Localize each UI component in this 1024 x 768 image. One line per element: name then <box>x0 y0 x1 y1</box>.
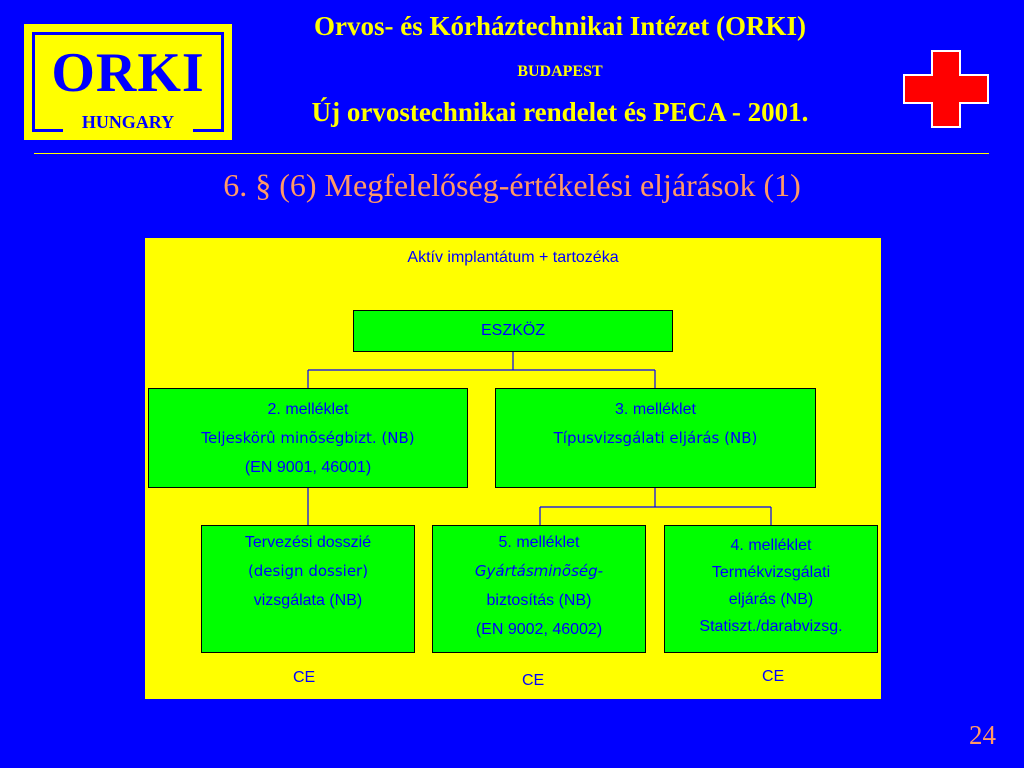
header-divider <box>34 153 989 154</box>
orki-logo <box>24 24 232 140</box>
red-cross-icon <box>903 50 989 128</box>
annex-2-quality: Teljeskörû minõségbizt. (NB) <box>201 429 415 447</box>
ce-mark-label: CE <box>293 669 316 686</box>
ce-mark-label: CE <box>522 672 545 689</box>
city-label: BUDAPEST <box>517 63 603 80</box>
node-design-dossier <box>201 525 415 653</box>
annex-4-title: 4. melléklet <box>730 537 812 554</box>
annex-5-line3: biztosítás (NB) <box>486 592 592 609</box>
annex-3-type-exam: Típusvizsgálati eljárás (NB) <box>553 429 758 447</box>
page-number: 24 <box>969 720 996 750</box>
presentation-subtitle: Új orvostechnikai rendelet és PECA - 2001. <box>311 97 809 127</box>
annex-4-line2: Termékvizsgálati <box>711 564 831 581</box>
node-device <box>353 310 673 352</box>
logo-country: HUNGARY <box>63 112 193 132</box>
node-annex-2 <box>148 388 468 488</box>
annex-2-standards: (EN 9001, 46001) <box>244 459 372 476</box>
annex-4-line3: eljárás (NB) <box>728 591 814 608</box>
design-dossier-line3: vizsgálata (NB) <box>253 592 363 609</box>
node-annex-3 <box>495 388 816 488</box>
conformity-diagram <box>145 238 881 699</box>
design-dossier-line2: (design dossier) <box>247 562 369 580</box>
logo-word: ORKI <box>51 42 205 104</box>
node-annex-5 <box>432 525 646 653</box>
node-device-label: ESZKÖZ <box>480 322 545 339</box>
diagram-caption: Aktív implantátum + tartozéka <box>407 249 619 266</box>
annex-5-standards: (EN 9002, 46002) <box>475 621 603 638</box>
annex-3-title: 3. melléklet <box>615 401 696 418</box>
slide-title: 6. § (6) Megfelelőség-értékelési eljárások (1) <box>223 167 801 203</box>
annex-5-line2: Gyártásminõség- <box>474 562 604 580</box>
annex-2-title: 2. melléklet <box>267 401 349 418</box>
annex-5-title: 5. melléklet <box>498 534 580 551</box>
node-annex-4 <box>664 525 878 653</box>
logo-frame <box>32 32 224 132</box>
ce-mark-label: CE <box>762 668 785 685</box>
annex-4-line4: Statiszt./darabvizsg. <box>699 618 843 635</box>
organization-title: Orvos- és Kórháztechnikai Intézet (ORKI) <box>314 11 806 41</box>
design-dossier-line1: Tervezési dosszié <box>244 534 372 551</box>
